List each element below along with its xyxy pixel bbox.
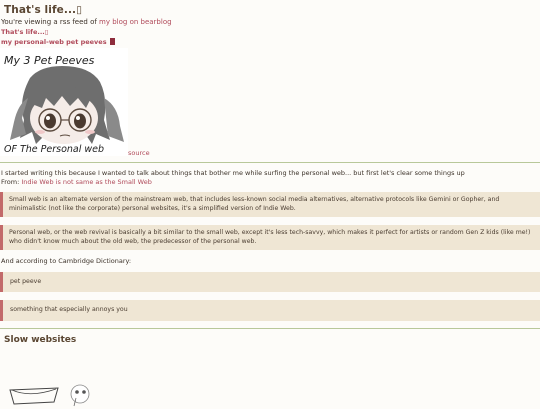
post-heading[interactable]: [1, 38, 540, 46]
post-heading-text: my personal-web pet peeves: [1, 38, 107, 46]
quote-definition: [0, 300, 540, 321]
quote-small-web-text: Small web is an alternate version of the mainstream web, that includes less-known social media alternatives, alternative protocols like Gemini or Gopher, and minimalistic (not like the corporate) personal websites, it's a simplified version of Indie Web.: [9, 196, 500, 212]
from-prefix: From:: [1, 177, 22, 186]
from-link[interactable]: Indie Web is not same as the Small Web: [21, 177, 152, 186]
quote-pet-peeve: [0, 272, 540, 293]
quote-small-web: [0, 192, 540, 217]
drawing-top-text: My 3 Pet Peeves: [4, 54, 95, 67]
image-source-link[interactable]: source: [128, 149, 150, 157]
blog-title[interactable]: [4, 4, 540, 16]
page: [0, 4, 540, 345]
pet-peeves-drawing: [0, 48, 128, 156]
heading-marker-icon: [110, 38, 115, 45]
intro-paragraph: [1, 169, 540, 186]
rss-prefix: You're viewing a rss feed of: [1, 18, 100, 26]
rss-blog-link[interactable]: my blog on bearblog: [99, 18, 172, 26]
drawing-bottom-text: OF The Personal web: [4, 144, 105, 155]
quote-pet-peeve-text: pet peeve: [10, 277, 42, 285]
feed-title[interactable]: [1, 28, 540, 36]
quote-personal-web: [0, 225, 540, 250]
post-image-row: [0, 48, 540, 158]
quote-definition-text: something that especially annoys you: [10, 306, 128, 313]
dictionary-intro: And according to Cambridge Dictionary:: [1, 257, 132, 265]
section-divider-2: [0, 328, 540, 329]
quote-personal-web-text: Personal web, or the web revival is basically a bit similar to the small web, except it's less tech-savvy, which makes it perfect for artists or random Gen Z kids (like me!) who didn't know much about the old web, the predecessor of the personal web.: [9, 229, 531, 245]
section-divider: [0, 162, 540, 163]
feed-title-glyph: ▯: [44, 28, 49, 36]
feed-title-text: That's life...: [1, 28, 45, 36]
rss-notice: [1, 18, 540, 26]
slow-websites-drawing: [0, 378, 110, 409]
blog-title-glyph: ▯: [76, 4, 83, 16]
intro-text: I started writing this because I wanted to talk about things that bother me while surfing the personal web... but first let's clear some things up: [1, 169, 465, 177]
blog-title-text: That's life...: [4, 4, 77, 16]
section-heading: Slow websites: [4, 334, 77, 345]
